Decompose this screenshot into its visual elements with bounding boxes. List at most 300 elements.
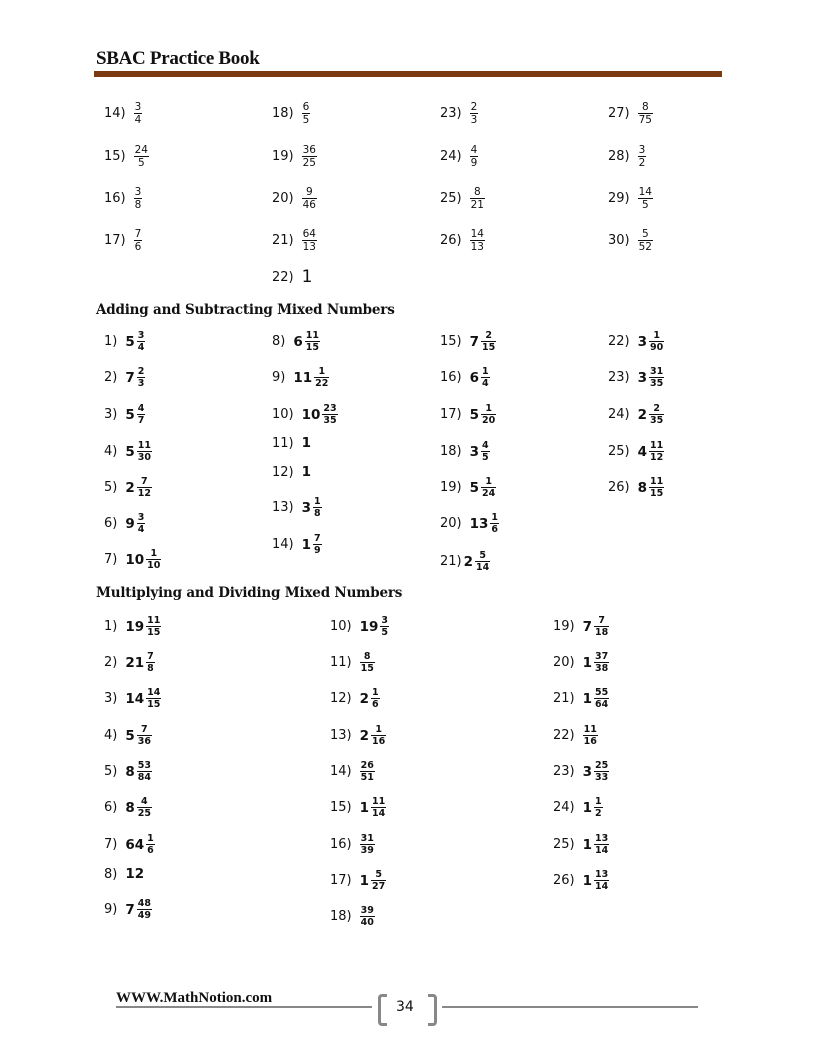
whole-number: 1 [301,536,312,553]
problem-number: 18) [330,909,352,925]
problem-number: 23) [440,106,462,122]
numerator: 14 [638,186,652,198]
fraction [305,330,320,353]
answer-item [272,186,317,211]
answer-item [104,796,152,819]
problem-number: 14) [272,537,294,553]
denominator: 22 [315,378,329,390]
fraction [481,330,496,353]
problem-number: 26) [440,233,462,249]
answer-item [330,760,375,783]
fraction [638,186,653,211]
fraction [470,228,485,253]
denominator: 20 [482,415,496,427]
fraction [649,366,664,389]
denominator: 4 [482,378,489,390]
numerator: 3 [137,330,145,341]
numerator: 1 [318,366,326,377]
problem-number: 8) [104,866,118,882]
numerator: 1 [147,833,154,844]
fraction [313,496,322,519]
denominator: 13 [302,241,316,254]
answer-item [553,615,609,638]
whole-number: 11 [293,369,313,386]
fraction [371,687,380,710]
fraction [360,760,375,783]
numerator: 64 [302,228,316,240]
problem-number: 9) [104,902,118,918]
denominator: 35 [323,415,337,427]
numerator: 11 [650,476,664,487]
numerator: 1 [375,724,382,735]
whole-number: 1 [582,654,593,671]
fraction [137,512,146,535]
problem-number: 12) [330,691,352,707]
whole-number: 3 [637,369,648,386]
denominator: 14 [595,881,609,893]
whole-number: 1 [359,799,370,816]
fraction [137,476,152,499]
problem-number: 19) [553,619,575,635]
denominator: 12 [137,488,151,500]
answer-item [553,796,603,819]
denominator: 64 [595,699,609,711]
answer-item [272,464,313,480]
numerator: 3 [638,144,646,156]
numerator: 55 [595,687,609,698]
denominator: 15 [360,663,374,675]
answer-item [440,403,496,426]
answer-item [440,366,490,389]
denominator: 25 [137,808,151,820]
fraction [360,833,375,856]
denominator: 39 [360,845,374,857]
fraction [594,869,609,892]
answer-item [440,144,478,169]
numerator: 31 [650,366,664,377]
whole-number: 7 [125,901,135,918]
numerator: 7 [141,476,148,487]
answer-item [330,869,386,892]
whole-number: 14 [125,690,145,707]
denominator: 5 [302,114,310,127]
numerator: 24 [134,144,148,156]
fraction [302,101,311,126]
whole-number: 8 [125,763,135,780]
problem-number: 3) [104,407,118,423]
fraction [470,186,485,211]
numerator: 6 [302,101,310,113]
numerator: 37 [595,651,609,662]
numerator: 48 [137,898,151,909]
numerator: 13 [595,869,609,880]
answer-item [608,330,664,353]
denominator: 5 [482,452,489,464]
fraction [302,144,317,169]
problem-number: 7) [104,552,118,568]
denominator: 40 [360,917,374,929]
denominator: 15 [305,342,319,354]
fraction [360,651,375,674]
problem-number: 29) [608,191,630,207]
whole-number: 8 [125,799,135,816]
answer-item [104,724,152,747]
problem-number: 20) [272,191,294,207]
denominator: 13 [470,241,484,254]
numerator: 1 [372,687,379,698]
numerator: 23 [323,403,337,414]
fraction [594,687,609,710]
whole-number: 1 [301,464,312,480]
denominator: 2 [595,808,602,820]
answer-item [440,101,478,126]
whole-number: 2 [359,690,370,707]
fraction [137,440,152,463]
numerator: 1 [150,548,158,559]
denominator: 8 [314,508,321,520]
denominator: 25 [302,157,316,170]
answer-item [272,435,313,451]
whole-number: 2 [359,727,370,744]
denominator: 16 [583,736,597,748]
fraction [481,476,496,499]
problem-number: 2) [104,655,118,671]
page-number: 34 [396,999,414,1015]
problem-number: 5) [104,764,118,780]
problem-number: 2) [104,370,118,386]
whole-number: 5 [125,406,135,423]
denominator: 10 [147,560,161,572]
problem-number: 7) [104,837,118,853]
fraction [649,330,664,353]
numerator: 1 [491,512,499,523]
whole-number: 1 [301,435,312,451]
header-rule [94,71,722,77]
answer-item [330,651,375,674]
denominator: 4 [134,114,142,127]
denominator: 49 [137,910,151,922]
numerator: 7 [598,615,605,626]
denominator: 46 [302,199,316,212]
fraction [481,403,496,426]
whole-number: 3 [582,763,593,780]
fraction [134,144,149,169]
problem-number: 4) [104,444,118,460]
problem-number: 25) [553,837,575,853]
problem-number: 15) [330,800,352,816]
answer-item [104,548,161,571]
problem-number: 10) [272,407,294,423]
problem-number: 1) [104,619,118,635]
problem-number: 23) [553,764,575,780]
fraction [371,724,386,747]
fraction [380,615,389,638]
fraction [481,366,490,389]
numerator: 14 [470,228,484,240]
answer-item [553,687,609,710]
answer-item [553,760,609,783]
whole-number: 5 [125,727,135,744]
page-number-bracket-right [428,994,437,1026]
section-title-adding-subtracting: Adding and Subtracting Mixed Numbers [96,302,395,318]
answer-item [104,476,152,499]
whole-number: 10 [125,551,145,568]
denominator: 15 [482,342,496,354]
fraction [137,760,152,783]
numerator: 2 [137,366,145,377]
problem-number: 11) [272,435,294,451]
fraction [314,366,329,389]
denominator: 15 [147,699,161,711]
denominator: 3 [470,114,478,127]
whole-number: 3 [637,333,648,350]
whole-number: 5 [469,406,480,423]
problem-number: 18) [272,106,294,122]
denominator: 21 [470,199,484,212]
fraction [302,186,317,211]
numerator: 2 [485,330,492,341]
answer-item [104,687,161,710]
whole-number: 3 [301,499,312,516]
answer-item [272,496,322,519]
whole-number: 1 [582,799,593,816]
numerator: 53 [137,760,151,771]
footer-rule-left [116,1006,372,1008]
numerator: 26 [360,760,374,771]
whole-number: 1 [582,690,593,707]
problem-number: 21) [440,554,462,570]
problem-number: 26) [553,873,575,889]
denominator: 51 [360,772,374,784]
whole-number: 5 [125,443,135,460]
problem-number: 19) [440,480,462,496]
answer-item [330,724,386,747]
answer-item [608,440,664,463]
problem-number: 10) [330,619,352,635]
fraction [146,548,161,571]
answer-item [608,403,664,426]
fraction [322,403,337,426]
problem-number: 18) [440,444,462,460]
whole-number: 19 [125,618,145,635]
answer-item [553,724,598,747]
numerator: 11 [583,724,597,735]
fraction [146,833,155,856]
answer-item [272,330,320,353]
denominator: 7 [137,415,145,427]
answer-item [104,440,152,463]
problem-number: 24) [553,800,575,816]
numerator: 7 [141,724,148,735]
answer-item [104,144,149,169]
denominator: 2 [638,157,646,170]
numerator: 1 [482,366,489,377]
fraction [134,186,143,211]
answer-item [608,228,653,253]
fraction [490,512,499,535]
fraction [594,615,609,638]
fraction [302,228,317,253]
numerator: 8 [641,101,649,113]
problem-number: 16) [440,370,462,386]
problem-number: 25) [608,444,630,460]
answer-item [104,866,146,882]
denominator: 8 [147,663,154,675]
problem-number: 17) [104,233,126,249]
problem-number: 8) [272,334,286,350]
numerator: 39 [360,905,374,916]
answer-item [440,186,485,211]
denominator: 30 [137,452,151,464]
problem-number: 13) [272,500,294,516]
fraction [594,833,609,856]
denominator: 3 [137,378,145,390]
answer-item [272,267,314,287]
numerator: 9 [305,186,313,198]
fraction [146,651,155,674]
fraction [360,905,375,928]
numerator: 2 [653,403,660,414]
denominator: 36 [137,736,151,748]
answer-item [104,403,145,426]
problem-number: 17) [440,407,462,423]
whole-number: 2 [637,406,648,423]
answer-item [553,651,609,674]
fraction [137,898,152,921]
problem-number: 16) [104,191,126,207]
denominator: 8 [134,199,142,212]
denominator: 52 [638,241,652,254]
page-title: SBAC Practice Book [96,48,260,69]
fraction [137,330,146,353]
fraction [583,724,598,747]
numerator: 4 [137,403,145,414]
whole-number: 5 [469,479,480,496]
answer-item [608,144,646,169]
whole-number: 64 [125,836,145,853]
answer-item [272,533,322,556]
whole-number: 7 [125,369,135,386]
numerator: 11 [137,440,151,451]
denominator: 5 [137,157,145,170]
problem-number: 25) [440,191,462,207]
whole-number: 1 [582,872,593,889]
answer-item [104,615,161,638]
problem-number: 14) [330,764,352,780]
denominator: 4 [137,524,145,536]
denominator: 9 [470,157,478,170]
fraction [638,144,647,169]
problem-number: 28) [608,149,630,165]
numerator: 1 [485,403,492,414]
whole-number: 2 [463,553,474,570]
footer-url: WWW.MathNotion.com [116,990,273,1006]
problem-number: 13) [330,728,352,744]
problem-number: 5) [104,480,118,496]
answer-item [104,330,145,353]
denominator: 27 [372,881,386,893]
problem-number: 22) [272,269,294,285]
fraction [470,101,479,126]
whole-number: 1 [582,836,593,853]
denominator: 6 [147,845,154,857]
denominator: 6 [134,241,142,254]
problem-number: 30) [608,233,630,249]
denominator: 84 [137,772,151,784]
answer-item [440,330,496,353]
problem-number: 27) [608,106,630,122]
fraction [313,533,322,556]
answer-item [272,366,329,389]
answer-item [104,898,152,921]
answer-item [330,905,375,928]
numerator: 11 [650,440,664,451]
whole-number: 9 [125,515,135,532]
whole-number: 1 [359,872,370,889]
denominator: 5 [381,627,389,639]
whole-number: 19 [359,618,379,635]
problem-number: 6) [104,800,118,816]
fraction [649,476,664,499]
numerator: 25 [595,760,609,771]
denominator: 14 [476,562,490,574]
denominator: 4 [137,342,145,354]
whole-number: 6 [469,369,480,386]
denominator: 12 [650,452,664,464]
whole-number: 7 [469,333,480,350]
numerator: 5 [641,228,649,240]
answer-item [272,228,317,253]
denominator: 18 [595,627,609,639]
problem-number: 1) [104,334,118,350]
numerator: 8 [473,186,481,198]
answer-item [104,760,152,783]
problem-number: 15) [440,334,462,350]
denominator: 9 [314,545,321,557]
problem-number: 6) [104,516,118,532]
answer-item [440,550,490,573]
numerator: 5 [375,869,382,880]
fraction [137,796,152,819]
whole-number: 4 [637,443,648,460]
problem-number: 21) [553,691,575,707]
fraction [134,101,143,126]
numerator: 3 [381,615,389,626]
whole-number: 3 [469,443,480,460]
answer-item [608,366,664,389]
answer-item [104,228,142,253]
problem-number: 22) [608,334,630,350]
denominator: 35 [650,378,664,390]
numerator: 1 [314,496,321,507]
answer-item [104,101,142,126]
problem-number: 26) [608,480,630,496]
numerator: 7 [147,651,154,662]
fraction [137,724,152,747]
fraction [638,228,653,253]
denominator: 16 [372,736,386,748]
answer-item [272,403,338,426]
problem-number: 14) [104,106,126,122]
answer-item [104,651,155,674]
answer-item [272,144,317,169]
fraction [475,550,490,573]
numerator: 11 [372,796,386,807]
answer-item [440,476,496,499]
answer-item [104,512,145,535]
whole-number: 2 [125,479,135,496]
answer-item [608,476,664,499]
